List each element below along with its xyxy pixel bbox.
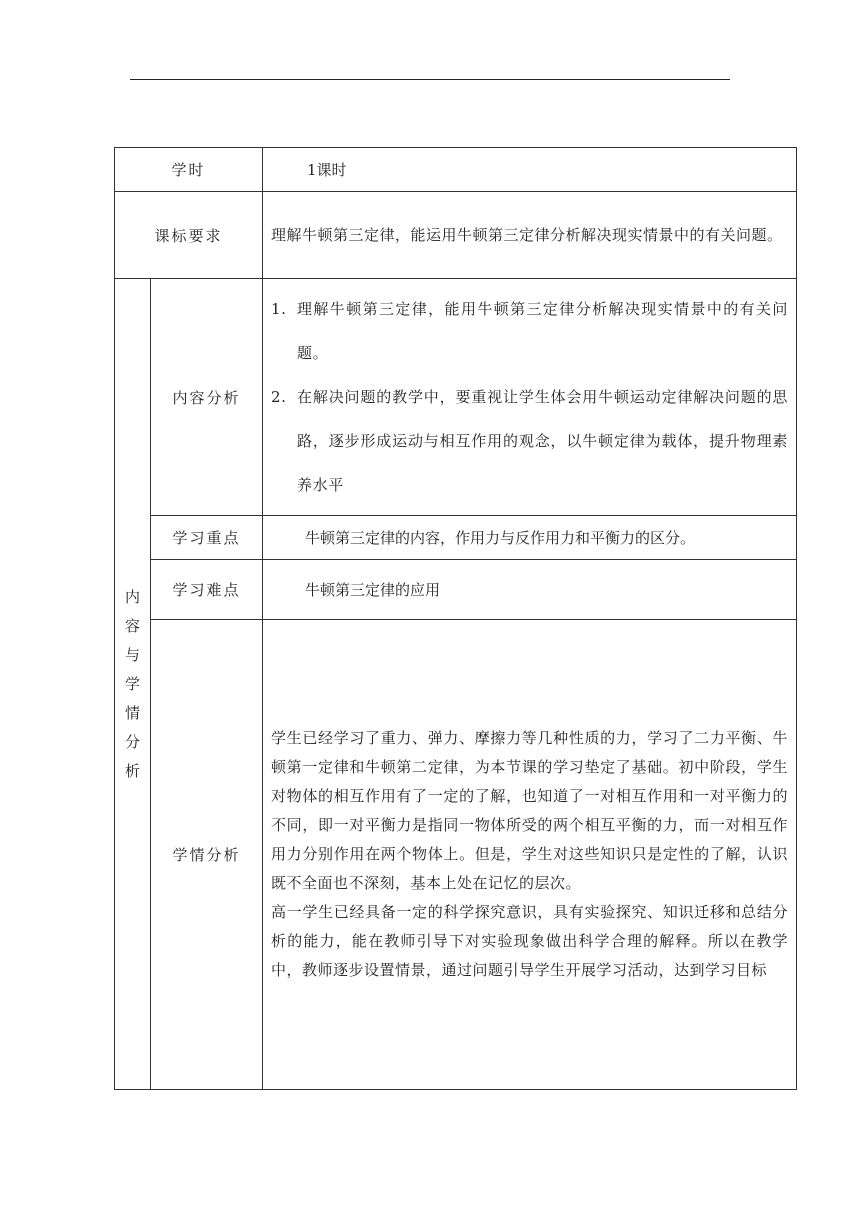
- hours-value: 1课时: [263, 148, 797, 192]
- difficulty-label: 学习难点: [151, 560, 263, 620]
- content-label: 内容分析: [151, 279, 263, 516]
- standard-text: 理解牛顿第三定律，能运用牛顿第三定律分析解决现实情景中的有关问题。: [271, 225, 783, 244]
- list-item-number: 2.: [271, 388, 287, 406]
- hours-row: [115, 148, 797, 192]
- difficulty-value: 牛顿第三定律的应用: [263, 560, 797, 620]
- header-rule: [130, 79, 730, 80]
- standard-value: [263, 192, 797, 279]
- list-item: [271, 375, 788, 507]
- standard-label: 课标要求: [115, 192, 263, 279]
- situation-value: [263, 620, 797, 1090]
- focus-row: [115, 516, 797, 560]
- side-char: 内: [124, 587, 140, 606]
- situation-label: 学情分析: [151, 620, 263, 1090]
- content-list: [263, 287, 796, 507]
- list-item-number: 1.: [271, 300, 287, 318]
- difficulty-row: [115, 560, 797, 620]
- content-value: [263, 279, 797, 516]
- lesson-plan-table: [114, 147, 797, 1090]
- side-char: 与: [124, 645, 140, 664]
- situation-paragraph: 学生已经学习了重力、弹力、摩擦力等几种性质的力，学习了二力平衡、牛顿第一定律和牛顿第二定律，为本节课的学习垫定了基础。初中阶段，学生对物体的相互作用有了一定的了解，也知道了一对相互作用和一对平衡力的不同，即一对平衡力是指同一物体所受的两个相互平衡的力，而一对相互作用力分别作用在两个物体上。但是，学生对这些知识只是定性的了解，认识既不全面也不深刻，基本上处在记忆的层次。: [271, 729, 789, 892]
- side-char: 分: [124, 732, 140, 751]
- situation-paragraph: 高一学生已经具备一定的科学探究意识，具有实验探究、知识迁移和总结分析的能力，能在教师引导下对实验现象做出科学合理的解释。所以在教学中，教师逐步设置情景，通过问题引导学生开展学习活动，达到学习目标: [271, 903, 789, 979]
- side-char: 析: [124, 761, 140, 780]
- standard-row: [115, 192, 797, 279]
- side-char: 情: [124, 703, 140, 722]
- focus-label: 学习重点: [151, 516, 263, 560]
- hours-label: 学时: [115, 148, 263, 192]
- list-item-text: 在解决问题的教学中，要重视让学生体会用牛顿运动定律解决问题的思路，逐步形成运动与相互作用的观念，以牛顿定律为载体，提升物理素养水平: [297, 388, 789, 494]
- side-char: 容: [124, 616, 140, 635]
- list-item-text: 理解牛顿第三定律，能用牛顿第三定律分析解决现实情景中的有关问题。: [297, 300, 789, 362]
- side-heading: [115, 279, 151, 1090]
- focus-value: 牛顿第三定律的内容，作用力与反作用力和平衡力的区分。: [263, 516, 797, 560]
- side-char: 学: [124, 674, 140, 693]
- content-row: [115, 279, 797, 516]
- list-item: [271, 287, 788, 375]
- situation-row: [115, 620, 797, 1090]
